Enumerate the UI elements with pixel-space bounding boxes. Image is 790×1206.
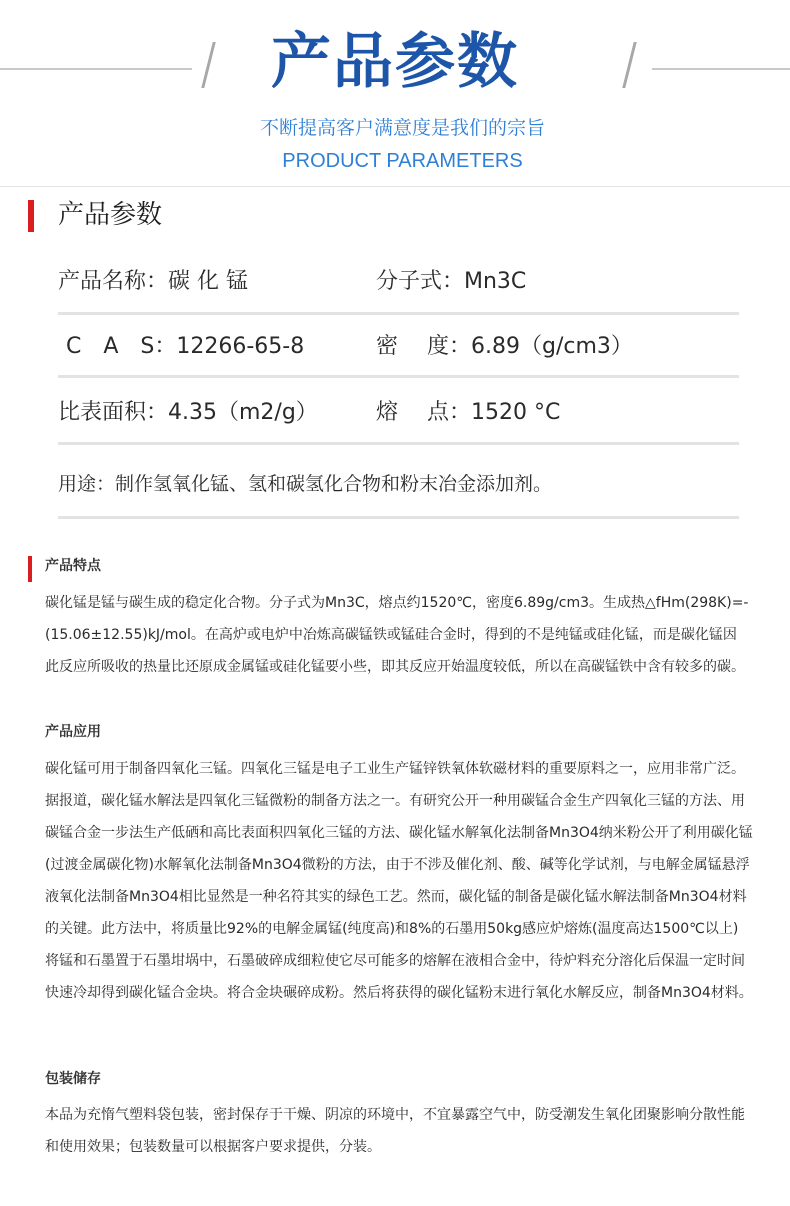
param-product-name: 产品名称：碳 化 锰 xyxy=(58,269,248,294)
param-surface-area: 比表面积：4.35（m2/g） xyxy=(58,400,318,425)
applications-paragraph xyxy=(45,753,775,1009)
paragraph-line: 碳化锰是锰与碳生成的稳定化合物。分子式为Mn3C，熔点约1520℃，密度6.89g/cm3。生成热△fHm(298K)=- xyxy=(45,595,749,611)
params-section-title: 产品参数 xyxy=(58,200,163,230)
paragraph-line: 的关键。此方法中，将质量比92%的电解金属锰(纯度高)和8%的石墨用50kg感应炉熔炼(温度高达1500℃以上) xyxy=(45,921,739,937)
param-row-divider xyxy=(58,375,739,378)
applications-heading: 产品应用 xyxy=(45,724,101,740)
paragraph-line: 本品为充惰气塑料袋包装，密封保存于干燥、阴凉的环境中，不宜暴露空气中，防受潮发生氧化团聚影响分散性能 xyxy=(45,1107,745,1123)
param-row-divider xyxy=(58,516,739,519)
header-divider xyxy=(0,186,790,187)
paragraph-line: (过渡金属碳化物)水解氧化法制备Mn3O4微粉的方法，由于不涉及催化剂、酸、碱等化学试剂，与电解金属锰悬浮 xyxy=(45,857,750,873)
param-row-divider xyxy=(58,312,739,315)
header-slogan: 不断提高客户满意度是我们的宗旨 xyxy=(259,117,545,139)
storage-paragraph xyxy=(45,1099,775,1163)
paragraph-line: 和使用效果；包装数量可以根据客户要求提供，分装。 xyxy=(45,1139,381,1155)
param-usage: 用途：制作氢氧化锰、氢和碳氢化合物和粉末冶金添加剂。 xyxy=(58,473,553,495)
page-title: 产品参数 xyxy=(271,27,519,97)
paragraph-line: 快速冷却得到碳化锰合金块。将合金块碾碎成粉。然后将获得的碳化锰粉末进行氧化水解反应，制备Mn3O4材料。 xyxy=(45,985,753,1001)
paragraph-line: 据报道，碳化锰水解法是四氧化三锰微粉的制备方法之一。有研究公开一种用碳锰合金生产四氧化三锰的方法、用 xyxy=(45,793,745,809)
paragraph-line: 将锰和石墨置于石墨坩埚中，石墨破碎成细粒使它尽可能多的熔解在液相合金中，待炉料充分溶化后保温一定时间 xyxy=(45,953,745,969)
features-paragraph xyxy=(45,587,775,683)
params-section-marker xyxy=(28,200,34,232)
features-section-marker xyxy=(28,556,32,582)
paragraph-line: 碳锰合金一步法生产低硒和高比表面积四氧化三锰的方法、碳化锰水解氧化法制备Mn3O4纳米粉公开了利用碳化锰 xyxy=(45,825,753,841)
param-formula: 分子式：Mn3C xyxy=(376,269,527,294)
features-heading: 产品特点 xyxy=(45,558,101,574)
paragraph-line: 碳化锰可用于制备四氧化三锰。四氧化三锰是电子工业生产锰锌铁氧体软磁材料的重要原料之一，应用非常广泛。 xyxy=(45,761,745,777)
param-cas: C A S：12266-65-8 xyxy=(66,334,305,359)
header-subtitle-en: PRODUCT PARAMETERS xyxy=(282,150,523,172)
paragraph-line: 此反应所吸收的热量比还原成金属锰或硅化锰要小些，即其反应开始温度较低，所以在高碳锰铁中含有较多的碳。 xyxy=(45,659,745,675)
param-density: 密 度：6.89（g/cm3） xyxy=(376,334,633,359)
paragraph-line: 液氧化法制备Mn3O4相比显然是一种名符其实的绿色工艺。然而，碳化锰的制备是碳化锰水解法制备Mn3O4材料 xyxy=(45,889,747,905)
storage-heading: 包装储存 xyxy=(45,1071,101,1087)
paragraph-line: (15.06±12.55)kJ/mol。在高炉或电炉中冶炼高碳锰铁或锰硅合金时，得到的不是纯锰或硅化锰，而是碳化锰因 xyxy=(45,627,737,643)
param-melting-point: 熔 点：1520 °C xyxy=(376,400,561,425)
header-rule-right xyxy=(652,68,790,70)
param-row-divider xyxy=(58,442,739,445)
